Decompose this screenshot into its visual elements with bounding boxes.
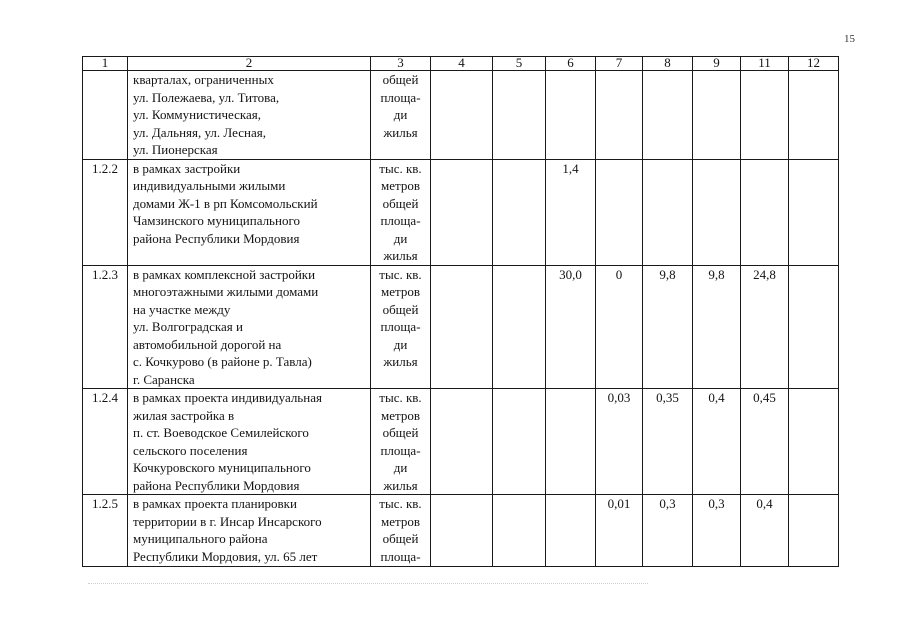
header-cell: 8: [643, 57, 693, 71]
value-cell: 0,4: [693, 389, 741, 495]
table-row: [83, 159, 839, 265]
value-cell: [431, 495, 493, 567]
value-cell: 0,03: [596, 389, 643, 495]
value-cell: [493, 389, 546, 495]
row-unit: общей площа- ди жилья: [371, 71, 431, 160]
value-cell: [431, 159, 493, 265]
value-cell: 1,4: [546, 159, 596, 265]
data-table: [82, 56, 839, 567]
value-cell: [546, 71, 596, 160]
value-cell: [693, 159, 741, 265]
value-cell: [789, 159, 839, 265]
row-number: 1.2.4: [83, 389, 128, 495]
value-cell: 0: [596, 265, 643, 389]
value-cell: [596, 71, 643, 160]
value-cell: [789, 265, 839, 389]
row-number: [83, 71, 128, 160]
value-cell: [693, 71, 741, 160]
row-description: в рамках проекта планировки территории в г. Инсар Инсарского муниципального района Республики Мордовия, ул. 65 лет: [128, 495, 371, 567]
value-cell: [493, 159, 546, 265]
header-cell: 5: [493, 57, 546, 71]
value-cell: 0,35: [643, 389, 693, 495]
value-cell: 9,8: [643, 265, 693, 389]
header-cell: 12: [789, 57, 839, 71]
row-number: 1.2.3: [83, 265, 128, 389]
value-cell: 0,3: [693, 495, 741, 567]
header-cell: 7: [596, 57, 643, 71]
value-cell: 9,8: [693, 265, 741, 389]
row-description: в рамках проекта индивидуальная жилая застройка в п. ст. Воеводское Семилейского сельского поселения Кочкуровского муниципального района Республики Мордовия: [128, 389, 371, 495]
row-description: кварталах, ограниченных ул. Полежаева, ул. Титова, ул. Коммунистическая, ул. Дальняя, ул. Лесная, ул. Пионерская: [128, 71, 371, 160]
row-number: 1.2.5: [83, 495, 128, 567]
row-description: в рамках комплексной застройки многоэтажными жилыми домами на участке между ул. Волгоградская и автомобильной дорогой на с. Кочкурово (в районе р. Тавла) г. Саранска: [128, 265, 371, 389]
value-cell: [643, 71, 693, 160]
value-cell: [431, 265, 493, 389]
header-cell: 4: [431, 57, 493, 71]
value-cell: [493, 71, 546, 160]
value-cell: [493, 495, 546, 567]
value-cell: 30,0: [546, 265, 596, 389]
table-row: [83, 265, 839, 389]
header-cell: 3: [371, 57, 431, 71]
value-cell: [546, 495, 596, 567]
header-cell: 6: [546, 57, 596, 71]
row-unit: тыс. кв. метров общей площа- ди жилья: [371, 265, 431, 389]
value-cell: [789, 389, 839, 495]
header-cell: 9: [693, 57, 741, 71]
table-row: [83, 71, 839, 160]
value-cell: [741, 71, 789, 160]
value-cell: [596, 159, 643, 265]
scan-dotted-line: [88, 583, 648, 585]
page-number: 15: [844, 33, 855, 45]
row-unit: тыс. кв. метров общей площа- ди жилья: [371, 389, 431, 495]
header-row: [83, 57, 839, 71]
value-cell: [493, 265, 546, 389]
value-cell: [431, 389, 493, 495]
row-unit: тыс. кв. метров общей площа-: [371, 495, 431, 567]
value-cell: [789, 71, 839, 160]
value-cell: 0,45: [741, 389, 789, 495]
table-body: [83, 57, 839, 567]
row-number: 1.2.2: [83, 159, 128, 265]
value-cell: [741, 159, 789, 265]
header-cell: 1: [83, 57, 128, 71]
header-cell: 2: [128, 57, 371, 71]
value-cell: 0,4: [741, 495, 789, 567]
table-row: [83, 389, 839, 495]
header-cell: 11: [741, 57, 789, 71]
value-cell: [431, 71, 493, 160]
value-cell: 24,8: [741, 265, 789, 389]
value-cell: [789, 495, 839, 567]
table-row: [83, 495, 839, 567]
value-cell: 0,01: [596, 495, 643, 567]
row-unit: тыс. кв. метров общей площа- ди жилья: [371, 159, 431, 265]
row-description: в рамках застройки индивидуальными жилыми домами Ж-1 в рп Комсомольский Чамзинского муниципального района Республики Мордовия: [128, 159, 371, 265]
value-cell: 0,3: [643, 495, 693, 567]
value-cell: [643, 159, 693, 265]
value-cell: [546, 389, 596, 495]
